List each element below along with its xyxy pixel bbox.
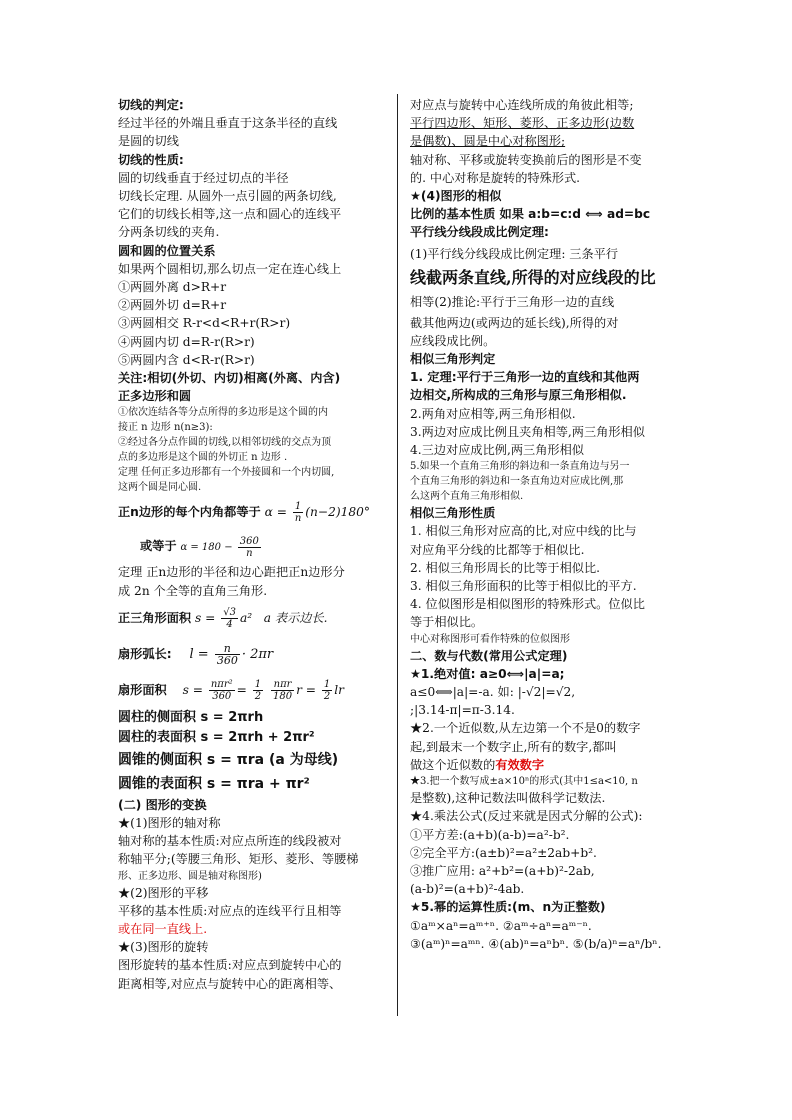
right-line-39: ★4.乘法公式(反过来就是因式分解的公式): <box>410 809 643 824</box>
left-line-1: 经过半径的外端且垂直于这条半径的直线 <box>118 116 338 131</box>
right-line-10: 相等(2)推论:平行于三角形一边的直线 <box>410 294 615 309</box>
left-tail-line-8: ★(3)图形的旋转 <box>118 940 209 955</box>
left-line-22: 这两个圆是同心圆. <box>118 482 202 494</box>
right-line-8: (1)平行线分线段成比例定理: 三条平行 <box>410 246 619 261</box>
left-line-0: 切线的判定: <box>118 98 184 112</box>
right-line-34: ★2.一个近似数,从左边第一个不是0的数字 <box>410 721 641 736</box>
right-line-44: ★5.幂的运算性质:(m、n为正整数) <box>410 900 606 915</box>
right-line-14: 1. 定理:平行于三角形一边的直线和其他两 <box>410 370 640 385</box>
right-line-22: 相似三角形性质 <box>410 506 496 521</box>
cylinder-side-area: 圆柱的侧面积 s = 2πrh <box>118 709 264 725</box>
arc-length-formula: l = $\frac{n}{360}$ · 2πr <box>189 641 274 667</box>
triangle-area-formula: s = $\frac{√3}{4}$ a² <box>195 606 253 630</box>
arc-length-label: 扇形弧长: <box>118 646 172 661</box>
right-line-17: 3.两边对应成比例且夹角相等,两三角形相似 <box>410 424 645 439</box>
right-line-42: ③推广应用: a²+b²=(a+b)²-2ab, <box>410 863 595 878</box>
right-line-40: ①平方差:(a+b)(a-b)=a²-b². <box>410 827 570 842</box>
left-line-5: 切线长定理. 从圆外一点引圆的两条切线, <box>118 189 337 204</box>
left-line-4: 圆的切线垂直于经过切点的半径 <box>118 170 289 185</box>
right-line-11: 截其他两边(或两边的延长线),所得的对 <box>410 315 619 330</box>
triangle-area-line <box>118 600 386 636</box>
right-line-20: 个直角三角形的斜边和一条直角边对应成比例,那 <box>410 476 624 488</box>
left-tail-line-1: ★(1)图形的轴对称 <box>118 816 221 831</box>
left-tail-line-0: (二) 图形的变换 <box>118 797 207 812</box>
right-line-32: a≤0⟺|a|=-a. 如: |-√2|=√2, <box>410 685 576 700</box>
or-label: 或等于 <box>140 539 177 554</box>
right-line-33: ;|3.14-π|=π-3.14. <box>410 703 515 718</box>
right-line-6: 比例的基本性质 如果 a:b=c:d ⟺ ad=bc <box>410 207 651 222</box>
triangle-area-label: 正三角形面积 <box>118 610 192 625</box>
column-divider <box>397 94 398 1016</box>
polygon-theorem-line-2: 成 2n 个全等的直角三角形. <box>118 583 268 598</box>
right-line-18: 4.三边对应成比例,两三角形相似 <box>410 443 584 458</box>
right-line-28: 等于相似比。 <box>410 615 484 630</box>
right-line-41: ②完全平方:(a±b)²=a²±2ab+b². <box>410 845 597 860</box>
left-line-7: 分两条切线的夹角. <box>118 225 220 240</box>
interior-angle-line <box>118 495 386 529</box>
left-tail-line-3: 称轴平分;(等腰三角形、矩形、菱形、等腰梯 <box>118 852 359 867</box>
left-line-17: ①依次连结各等分点所得的多边形是这个圆的内 <box>118 407 328 419</box>
right-line-2: 是偶数)、圆是中心对称图形; <box>410 134 566 149</box>
right-line-3: 轴对称、平移或旋转变换前后的图形是不变 <box>410 152 642 167</box>
right-line-4: 的. 中心对称是旋转的特殊形式. <box>410 170 581 185</box>
left-tail-line-2: 轴对称的基本性质:对应点所连的线段被对 <box>118 834 342 849</box>
left-line-18: 接正 n 边形 n(n≥3): <box>118 422 213 434</box>
right-line-15: 边相交,所构成的三角形与原三角形相似. <box>410 388 627 403</box>
right-line-9: 线截两条直线,所得的对应线段的比 <box>410 267 656 287</box>
right-line-5: ★(4)图形的相似 <box>410 189 502 204</box>
right-line-24: 对应角平分线的比都等于相似比. <box>410 542 585 557</box>
right-line-37: ★3.把一个数写成±a×10ⁿ的形式(其中1≤a<10, n <box>410 776 638 788</box>
right-line-7: 平行线分线段成比例定理: <box>410 225 549 240</box>
or-formula: α = 180 − $\frac{360}{n}$ <box>180 536 259 560</box>
left-column <box>118 96 386 993</box>
left-tail-line-10: 距离相等,对应点与旋转中心的距离相等、 <box>118 976 342 991</box>
right-line-12: 应线段成比例。 <box>410 333 496 348</box>
triangle-area-note: a 表示边长. <box>263 610 328 625</box>
right-line-46: ③(aᵐ)ⁿ=aᵐⁿ. ④(ab)ⁿ=aⁿbⁿ. ⑤(b/a)ⁿ=aⁿ/bⁿ. <box>410 936 662 951</box>
cone-side-area: 圆锥的侧面积 s = πra (a 为母线) <box>118 751 339 768</box>
left-tail-line-4: 形、正多边形、圆是轴对称图形) <box>118 870 262 882</box>
left-line-13: ④两圆内切 d=R-r(R>r) <box>118 334 255 349</box>
left-tail-line-6: 平移的基本性质:对应点的连线平行且相等 <box>118 903 342 918</box>
cone-surface-area: 圆锥的表面积 s = πra + πr² <box>118 775 310 792</box>
right-line-25: 2. 相似三角形周长的比等于相似比. <box>410 560 601 575</box>
interior-angle-label: 正n边形的每个内角都等于 <box>118 505 261 520</box>
right-line-21: 么这两个直角三角形相似. <box>410 491 524 503</box>
right-line-29: 中心对称图形可看作特殊的位似图形 <box>410 633 570 645</box>
right-line-13: 相似三角形判定 <box>410 352 496 367</box>
right-line-19: 5.如果一个直角三角形的斜边和一条直角边与另一 <box>410 461 630 473</box>
left-line-12: ③两圆相交 R-r<d<R+r(R>r) <box>118 316 291 331</box>
right-column <box>410 96 688 953</box>
left-line-19: ②经过各分点作圆的切线,以相邻切线的交点为顶 <box>118 437 332 449</box>
right-line-23: 1. 相似三角形对应高的比,对应中线的比与 <box>410 524 637 539</box>
left-line-15: 关注:相切(外切、内切)相离(外离、内含) <box>118 371 341 386</box>
right-line-31: ★1.绝对值: a≥0⟺|a|=a; <box>410 666 565 681</box>
left-tail-line-5: ★(2)图形的平移 <box>118 885 209 900</box>
effective-digits-term: 有效数字 <box>495 757 545 772</box>
right-line-30: 二、数与代数(常用公式定理) <box>410 648 568 663</box>
left-line-16: 正多边形和圆 <box>118 389 192 404</box>
left-line-21: 定理 任何正多边形都有一个外接圆和一个内切圆, <box>118 467 335 479</box>
right-line-36 <box>410 756 688 774</box>
left-tail-line-7: 或在同一直线上. <box>118 922 208 937</box>
right-line-35: 起,到最末一个数字止,所有的数字,都叫 <box>410 739 617 754</box>
left-tail-line-9: 图形旋转的基本性质:对应点到旋转中心的 <box>118 958 342 973</box>
left-line-2: 是圆的切线 <box>118 134 179 149</box>
left-line-11: ②两圆外切 d=R+r <box>118 298 227 313</box>
right-line-26: 3. 相似三角形面积的比等于相似比的平方. <box>410 579 637 594</box>
right-line-27: 4. 位似图形是相似图形的特殊形式。位似比 <box>410 597 645 612</box>
interior-angle-formula: α = $\frac{1}{n}$ (n−2)180° <box>264 501 370 525</box>
left-line-14: ⑤两圆内含 d<R-r(R>r) <box>118 352 255 367</box>
or-line <box>118 529 386 563</box>
right-line-43: (a-b)²=(a+b)²-4ab. <box>410 882 525 897</box>
right-line-45: ①aᵐ×aⁿ=aᵐ⁺ⁿ. ②aᵐ÷aⁿ=aᵐ⁻ⁿ. <box>410 918 592 933</box>
right-line-38: 是整数),这种记数法叫做科学记数法. <box>410 791 606 806</box>
left-line-3: 切线的性质: <box>118 152 184 167</box>
left-line-9: 如果两个圆相切,那么切点一定在连心线上 <box>118 261 342 276</box>
cylinder-surface-area: 圆柱的表面积 s = 2πrh + 2πr² <box>118 729 315 745</box>
left-line-20: 点的多边形是这个圆的外切正 n 边形 . <box>118 452 288 464</box>
polygon-theorem-line-1: 定理 正n边形的半径和边心距把正n边形分 <box>118 565 345 580</box>
sector-area-line <box>118 672 386 708</box>
arc-length-line <box>118 636 386 672</box>
left-line-8: 圆和圆的位置关系 <box>118 243 216 258</box>
left-line-10: ①两圆外离 d>R+r <box>118 280 227 295</box>
right-line-16: 2.两角对应相等,两三角形相似. <box>410 406 576 421</box>
right-line-1: 平行四边形、矩形、菱形、正多边形(边数 <box>410 116 635 131</box>
sector-area-label: 扇形面积 <box>118 682 167 697</box>
left-line-6: 它们的切线长相等,这一点和圆心的连线平 <box>118 207 342 222</box>
effective-digits-prefix: 做这个近似数的 <box>410 757 496 772</box>
right-line-0: 对应点与旋转中心连线所成的角彼此相等; <box>410 98 634 112</box>
sector-area-formula: s = $\frac{\text{nπr²}}{360}$ = $\frac{1}{2}$ $\frac{\text{nπr}}{180}$ r = $\frac{1}{2}$ lr <box>182 678 344 702</box>
